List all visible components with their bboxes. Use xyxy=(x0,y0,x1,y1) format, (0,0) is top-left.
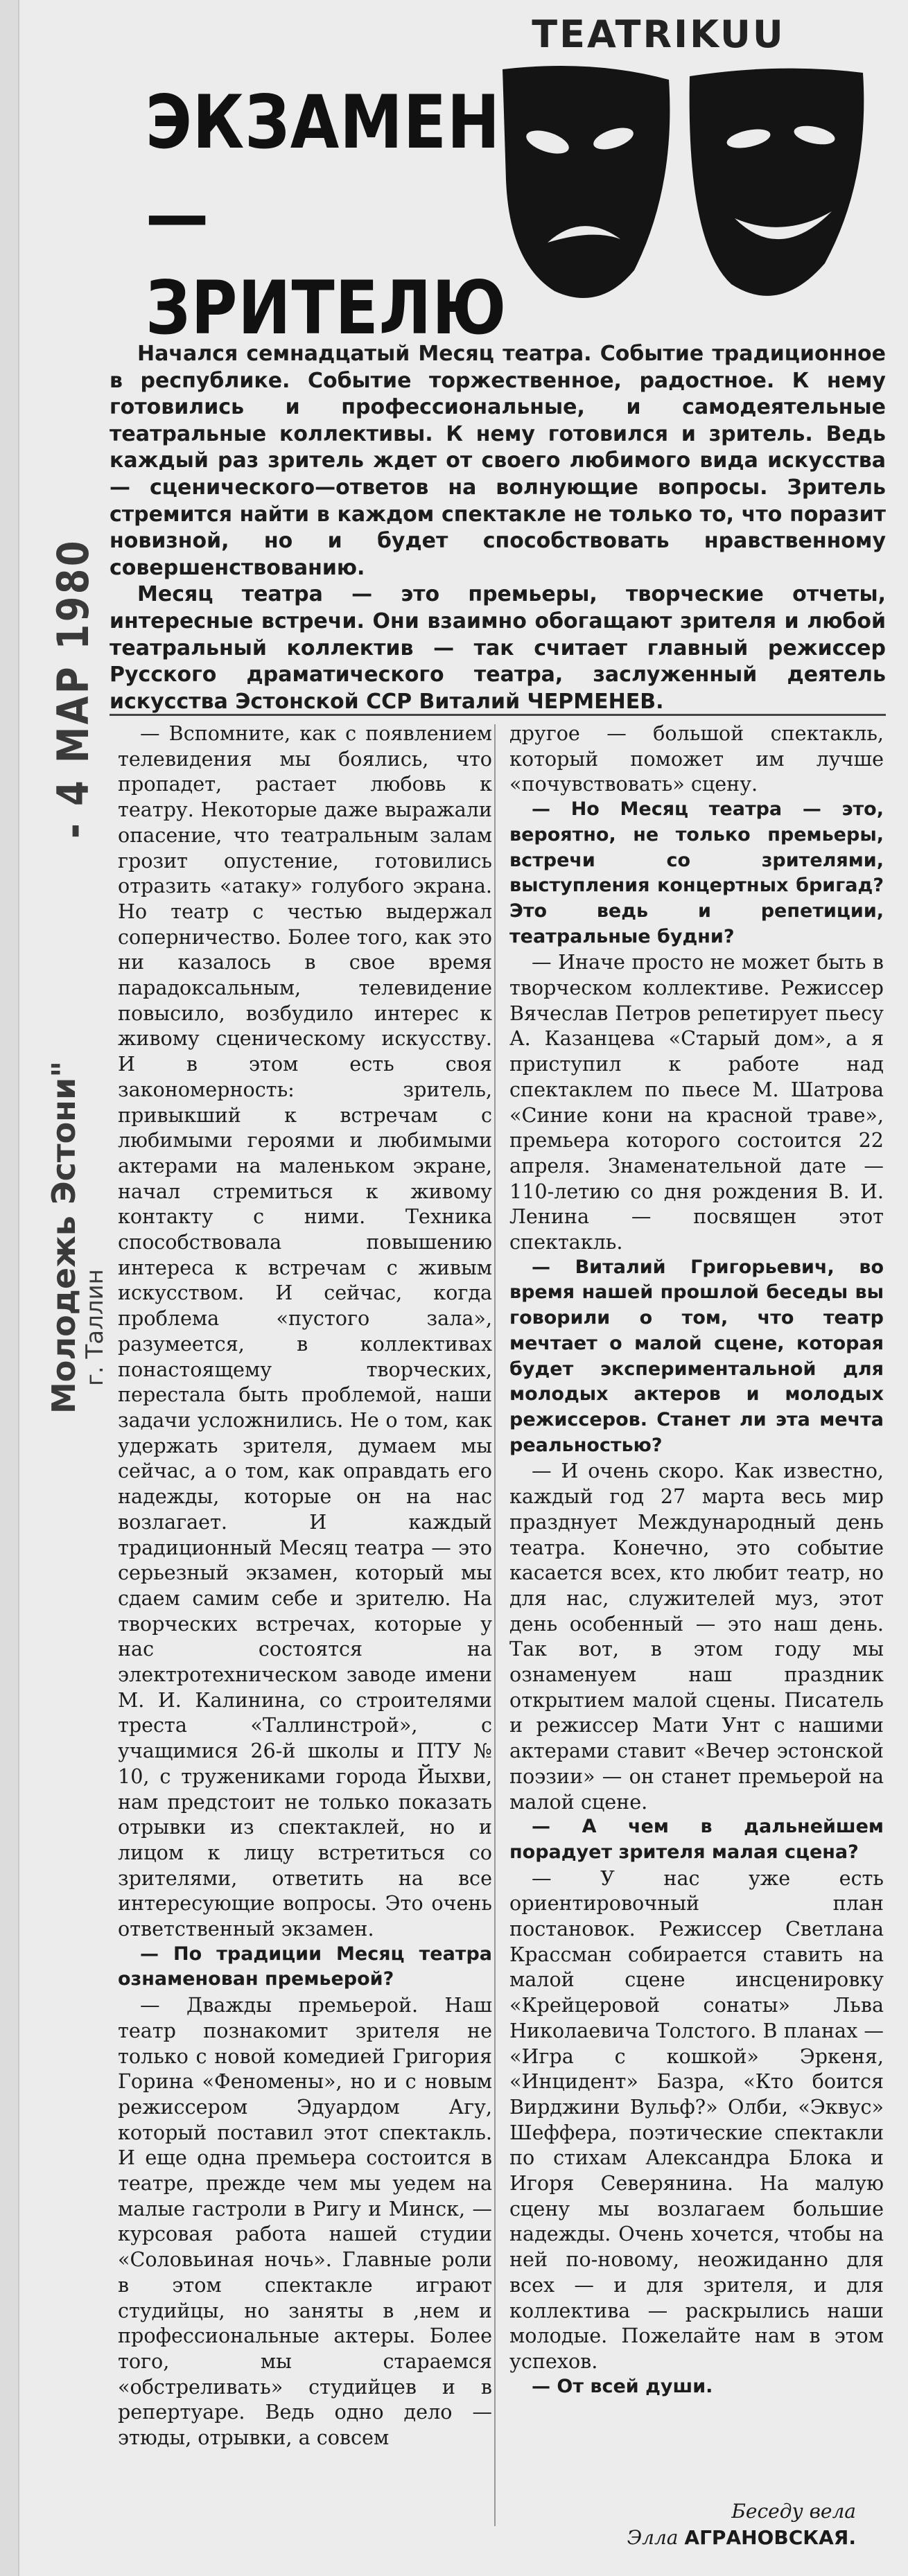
stamp-city: г. Таллин xyxy=(81,1269,109,1386)
article-headline xyxy=(146,76,507,355)
column1-paragraph: — Вспомните, как с появлением телевидения мы боялись, что пропадет, растает любовь к театру. Некоторые даже выражали опасение, что театральным залам грозит опустение, готовились отразить «атаку» голубого экрана. Но театр с честью выдержал соперничество. Более того, как это ни казалось в свое время парадоксальным, телевидение повысило, возбудило интерес к живому сценическому искусству. И в этом есть своя закономерность: зритель, привыкший к встречам с любимыми героями и любимыми актерами на маленьком экране, начал стремиться к живому контакту с ними. Техника способствовала повышению интереса к встречам с живым искусством. И сейчас, когда проблема «пустого зала», разумеется, в коллективах понастоящему творческих, перестала быть проблемой, наши задачи усложнились. Не о том, как удержать зрителя, думаем мы сейчас, а о том, как оправдать его надежды, которые он на нас возлагает. И каждый традиционный Месяц театра — это серьезный экзамен, который мы сдаем самим себе и зрителю. На творческих встречах, которые у нас состоятся на электротехническом заводе имени М. И. Калинина, со строителями треста «Таллинстрой», с учащимися 26-й школы и ПТУ № 10, с тружениками города Йыхви, нам предстоит не только показать отрывки из спектаклей, но и лицом к лицу встретиться со зрителями, ответить на все интересующие вопросы. Это очень ответственный экзамен. xyxy=(118,721,492,1941)
article-lead xyxy=(110,341,886,715)
rubric-label: TEATRIKUU xyxy=(532,12,785,56)
tragedy-mask xyxy=(503,66,670,298)
theatre-masks-illustration xyxy=(489,62,877,319)
clipping-edge xyxy=(0,0,19,2576)
author-given-name: Элла xyxy=(627,2526,679,2549)
interview-question: — От всей души. xyxy=(532,2375,713,2397)
signature-label: Беседу вела xyxy=(731,2500,856,2523)
comedy-mask xyxy=(690,69,864,296)
signature-author xyxy=(509,2525,856,2551)
lead-paragraph-1: Начался семнадцатый Месяц театра. Событие традиционное в республике. Событие торжественное, радостное. К нему готовились и профессиональные, и самодеятельные театральные коллективы. К нему готовился и зритель. Ведь каждый раз зритель ждет от своего любимого вида искусства — сценического—ответов на волнующие вопросы. Зритель стремится найти в каждом спектакле не только то, что поразит новизной, но и будет способствовать нравственному совершенствованию. xyxy=(110,342,886,580)
article-column-1 xyxy=(118,721,492,2451)
column2-paragraph: — У нас уже есть ориентировочный план постановок. Режиссер Светлана Крассман собирается ставить на малой сцене инсценировку «Крейцеровой сонаты» Льва Николаевича Толстого. В планах — «Игра с кошкой» Эркеня, «Инцидент» Базра, «Кто боится Вирджини Вульф?» Олби, «Эквус» Шеффера, поэтические спектакли по стихам Александра Блока и Игоря Северянина. На малую сцену мы возлагаем большие надежды. Очень хочется, чтобы на ней по-новому, неожиданно для всех — и для зрителя, и для коллектива — раскрылись наши молодые. Пожелайте нам в этом успехов. xyxy=(509,1866,884,2373)
author-family-name: АГРАНОВСКАЯ. xyxy=(684,2526,856,2549)
lead-divider xyxy=(110,714,886,716)
column2-paragraph: — И очень скоро. Как известно, каждый год 27 марта весь мир празднует Международный день театра. Конечно, это событие касается всех, кто любит театр, но для нас, служителей муз, этот день особенный — это наш день. Так вот, в этом году мы ознаменуем наш праздник открытием малой сцены. Писатель и режиссер Мати Унт с нашими актерами ставит «Вечер эстонской поэзии» — он станет премьерой на малой сцене. xyxy=(509,1459,884,1814)
author-signature xyxy=(509,2498,856,2551)
lead-paragraph-2: Месяц театра — это премьеры, творческие отчеты, интересные встречи. Они взаимно обогащают зрителя и любой театральный коллектив — так считает главный режиссер Русского драматического театра, заслуженный деятель искусства Эстонской ССР Виталий ЧЕРМЕНЕВ. xyxy=(110,582,886,714)
column-divider xyxy=(494,724,496,2526)
stamp-newspaper-name: Молодежь Эстони" xyxy=(45,1060,82,1414)
stamp-date: - 4 МАР 1980 xyxy=(47,538,98,839)
article-column-2 xyxy=(509,721,884,2399)
headline-line-1: ЭКЗАМЕН — xyxy=(146,80,501,258)
archive-stamp xyxy=(38,538,109,1414)
column2-paragraph: другое — большой спектакль, который поможет им лучше «почувствовать» сцену. xyxy=(509,721,884,796)
interview-question: — А чем в дальнейшем порадует зрителя малая сцена? xyxy=(509,1816,884,1863)
column1-paragraph: — Дважды премьерой. Наш театр познакомит зрителя не только с новой комедией Григория Горина «Феномены», но и с новым режиссером Эдуардом Агу, который поставил этот спектакль. И еще одна премьера состоится в театре, прежде чем мы уедем на малые гастроли в Ригу и Минск, — курсовая работа нашей студии «Соловьиная ночь». Главные роли в этом спектакле играют студийцы, но заняты в ,нем и профессиональные актеры. Более того, мы стараемся «обстреливать» студийцев и в репертуаре. Ведь одно дело — этюды, отрывки, а совсем xyxy=(118,1993,492,2450)
column2-paragraph: — Иначе просто не может быть в творческом коллективе. Режиссер Вячеслав Петров репетирует пьесу А. Казанцева «Старый дом», а я приступил к работе над спектаклем по пьесе М. Шатрова «Синие кони на красной траве», премьера которого состоится 22 апреля. Знаменательной дате — 110-летию со дня рождения В. И. Ленина — посвящен этот спектакль. xyxy=(509,950,884,1254)
interview-question: — Но Месяц театра — это, вероятно, не только премьеры, встречи со зрителями, выступления концертных бригад? Это ведь и репетиции, театральные будни? xyxy=(509,798,884,947)
interview-question: — Виталий Григорьевич, во время нашей прошлой беседы вы говорили о том, что театр мечтает о малой сцене, которая будет экспериментальной для молодых актеров и молодых режиссеров. Станет ли эта мечта реальностью? xyxy=(509,1256,884,1456)
interview-question: — По традиции Месяц театра ознаменован премьерой? xyxy=(118,1943,492,1990)
headline-line-2: ЗРИТЕЛЮ xyxy=(146,265,507,351)
